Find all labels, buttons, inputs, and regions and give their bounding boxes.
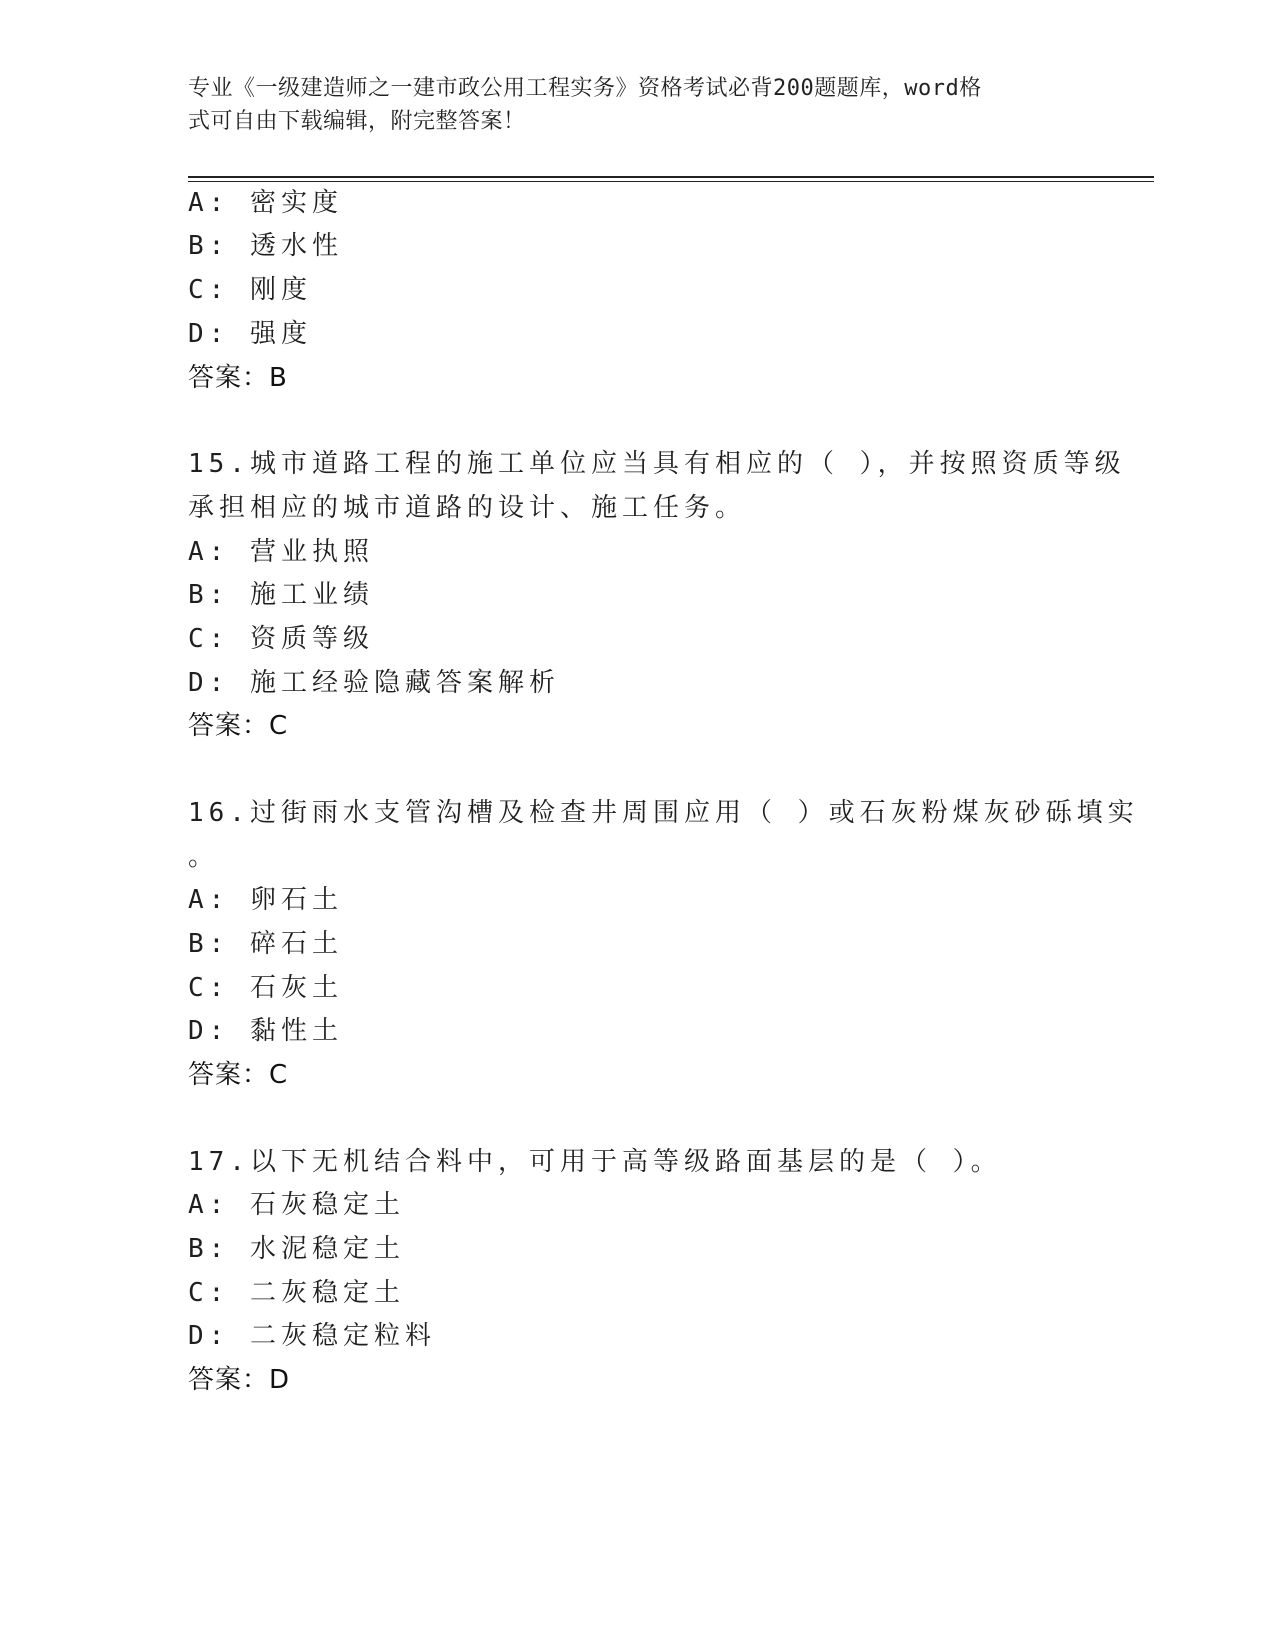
header-line-1: 专业《一级建造师之一建市政公用工程实务》资格考试必背200题题库，word格 — [188, 76, 982, 101]
question-15-stem-line-1: 15.城市道路工程的施工单位应当具有相应的（ ），并按照资质等级 — [188, 449, 1126, 479]
question-16-answer: 答案：C — [188, 1060, 289, 1090]
question-17-stem-line-1: 17.以下无机结合料中，可用于高等级路面基层的是（ ）。 — [188, 1147, 1002, 1177]
question-15-option-d: D: 施工经验隐藏答案解析 — [188, 668, 560, 698]
question-16-stem-line-1: 16.过街雨水支管沟槽及检查井周围应用（ ）或石灰粉煤灰砂砾填实 — [188, 798, 1139, 828]
question-17-option-a: A: 石灰稳定土 — [188, 1190, 405, 1220]
question-17-option-c: C: 二灰稳定土 — [188, 1278, 405, 1308]
question-15-option-a: A: 营业执照 — [188, 537, 374, 567]
question-17-option-b: B: 水泥稳定土 — [188, 1234, 405, 1264]
question-15-stem-line-2: 承担相应的城市道路的设计、施工任务。 — [188, 493, 747, 523]
question-15-option-c: C: 资质等级 — [188, 624, 374, 654]
answer-line: 答案：B — [188, 363, 288, 393]
question-15-option-b: B: 施工业绩 — [188, 580, 374, 610]
question-15-answer: 答案：C — [188, 711, 289, 741]
header-divider — [188, 176, 1154, 182]
question-16-option-d: D: 黏性土 — [188, 1016, 343, 1046]
question-16-option-a: A: 卵石土 — [188, 885, 343, 915]
header-line-2: 式可自由下载编辑，附完整答案！ — [188, 109, 526, 134]
option-d: D: 强度 — [188, 319, 312, 349]
question-16-option-c: C: 石灰土 — [188, 973, 343, 1003]
question-17-option-d: D: 二灰稳定粒料 — [188, 1321, 436, 1351]
question-16-option-b: B: 碎石土 — [188, 929, 343, 959]
option-a: A: 密实度 — [188, 188, 343, 218]
option-b: B: 透水性 — [188, 231, 343, 261]
question-17-answer: 答案：D — [188, 1365, 291, 1395]
option-c: C: 刚度 — [188, 275, 312, 305]
document-header — [188, 72, 1088, 138]
question-16-stem-line-2: 。 — [188, 842, 220, 872]
